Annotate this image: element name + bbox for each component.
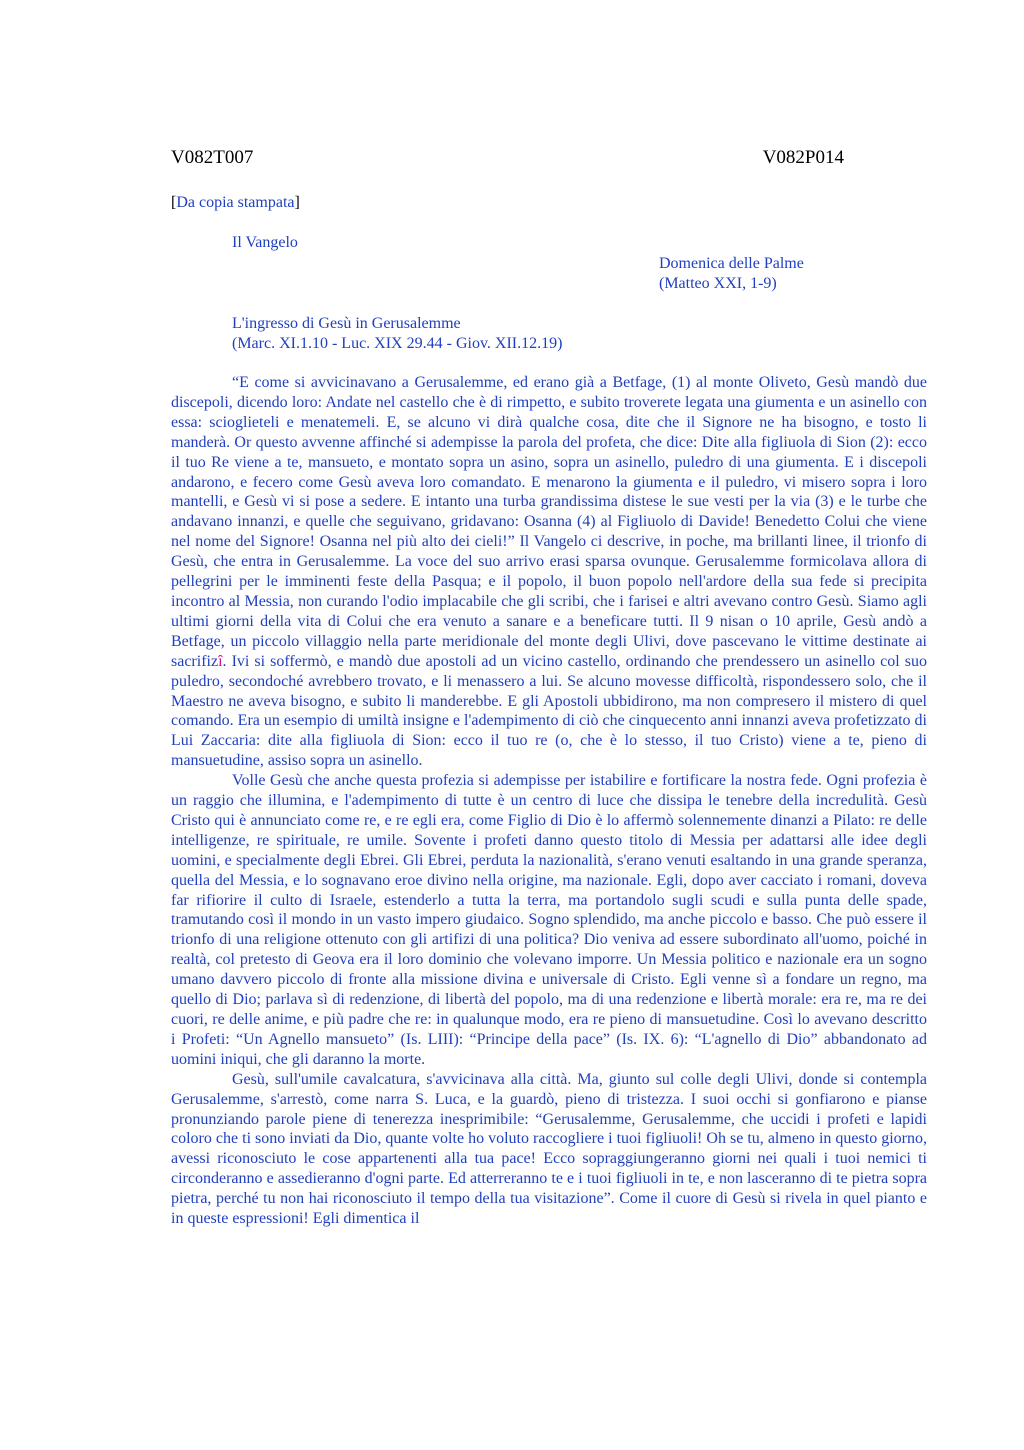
highlight-mark: î	[218, 652, 223, 670]
document-page	[171, 0, 927, 1450]
occasion-reference: (Matteo XXI, 1-9)	[659, 275, 777, 292]
source-note-open-bracket: [	[171, 194, 177, 211]
source-note	[171, 194, 300, 212]
title-references: (Marc. XI.1.10 - Luc. XIX 29.44 - Giov. XII.12.19)	[232, 335, 563, 352]
paragraph-1-part-b: . Ivi si soffermò, e mandò due apostoli ad un vicino castello, ordinando che prendessero un asinello col suo puledro, secondoché avrebbero trovato, e li menassero a lui. Se alcuno movesse difficoltà, rispondessero solo, che il Maestro ne aveva bisogno, e subito li manderebbe. E gli Apostoli ubbidirono, ma non compresero il mistero di quel comando. Era un esempio di umiltà insigne e l'adempimento di ciò che cinquecento anni innanzi aveva profetizzato di Lui Zaccaria: dite alla figliuola di Sion: ecco il tuo re (o, che è lo stesso, il tuo Cristo) viene a te, pieno di mansuetudine, assiso sopra un asinello.	[171, 652, 927, 770]
body-text	[171, 373, 927, 1229]
paragraph-3: Gesù, sull'umile cavalcatura, s'avvicinava alla città. Ma, giunto sul colle degli Ulivi, donde si contempla Gerusalemme, s'arrestò, come narra S. Luca, e la guardò, pieno di tristezza. I suoi occhi si gonfiarono e pianse pronunziando parole piene di tenerezza inesprimibile: “Gerusalemme, Gerusalemme, che uccidi i profeti e lapidi coloro che ti sono inviati da Dio, quante volte ho voluto raccogliere i tuoi figliuoli! Oh se tu, almeno in questo giorno, avessi riconosciuto le cose appartenenti alla tua pace! Ecco sopraggiungeranno giorni nei quali i tuoi nemici ti circonderanno e assedieranno d'ogni parte. Ed atterreranno te e i tuoi figliuoli in te, e non lasceranno di te pietra sopra pietra, perché tu non hai riconosciuto il tempo della tua visitazione”. Come il cuore di Gesù si rivela in quel pianto e in queste espressioni! Egli dimentica il	[171, 1070, 927, 1228]
source-note-close-bracket: ]	[294, 194, 300, 211]
paragraph-1	[171, 373, 927, 771]
source-note-text: Da copia stampata	[176, 194, 295, 211]
title-block	[232, 314, 562, 354]
document-code-right: V082P014	[762, 147, 844, 168]
page-title: L'ingresso di Gesù in Gerusalemme	[232, 315, 461, 332]
occasion-day: Domenica delle Palme	[659, 255, 804, 272]
document-code-left: V082T007	[171, 147, 254, 168]
paragraph-1-part-a: “E come si avvicinavano a Gerusalemme, ed erano già a Betfage, (1) al monte Oliveto, Gesù mandò due discepoli, dicendo loro: Andate nel castello che è di rimpetto, e subito troverete legata una giumenta e un asinello con essa: scioglieteli e menatemeli. E, se alcuno vi dirà qualche cosa, dite che il Signore ne ha bisogno, e tosto li manderà. Or questo avvenne affinché si adempisse la parola del profeta, che dice: Dite alla figliuola di Sion (2): ecco il tuo Re viene a te, mansueto, e montato sopra un asino, sopra un asinello, puledro di una giumenta. E i discepoli andarono, e fecero come Gesù aveva loro comandato. E menarono la giumenta e il puledro, vi misero sopra i loro mantelli, e Gesù vi si pose a sedere. E intanto una turba grandissima distese le sue vesti per la via (3) e le turbe che andavano innanzi, e quelle che seguivano, gridavano: Osanna (4) al Figliuolo di Davide! Benedetto Colui che viene nel nome del Signore! Osanna nel più alto dei cieli!” Il Vangelo ci descrive, in poche, ma brillanti linee, il trionfo di Gesù, che entra in Gerusalemme. La voce del suo arrivo erasi sparsa ovunque. Gerusalemme formicolava allora di pellegrini per le imminenti feste della Pasqua; e il popolo, il buon popolo nell'ardore della sua fede si precipita incontro al Messia, non curando l'odio implacabile che gli scribi, che i farisei e altri avevano contro Gesù. Siamo agli ultimi giorni della vita di Colui che era venuto a sanare e a beneficare tutti. Il 9 nisan o 10 aprile, Gesù andò a Betfage, un piccolo villaggio nella parte meridionale del monte degli Ulivi, dove pascevano le vittime destinate ai sacrifiz	[171, 374, 927, 670]
section-label: Il Vangelo	[232, 234, 298, 251]
occasion-block	[659, 254, 804, 294]
paragraph-2: Volle Gesù che anche questa profezia si adempisse per istabilire e fortificare la nostra fede. Ogni profezia è un raggio che illumina, e l'adempimento di tutte è un centro di luce che dissipa le tenebre della incredulità. Gesù Cristo qui è annunciato come re, e re egli era, come Figlio di Dio è lo affermò solennemente dinanzi a Pilato: re delle intelligenze, re spirituale, re umile. Sovente i profeti danno questo titolo di Messia per adattarsi alle idee degli uomini, e specialmente degli Ebrei. Gli Ebrei, perduta la nazionalità, s'erano venuti esaltando in una grande speranza, quella del Messia, e lo sognavano eroe divino nella origine, ma nazionale. Egli, dopo aver cacciato i romani, doveva far rifiorire il culto di Israele, estenderlo a tutta la terra, ma portandolo sugli scudi e sulla punta delle spade, tramutando così il mondo in un vasto impero giudaico. Sogno splendido, ma anche piccolo e basso. Che può essere il trionfo di una religione ottenuto con gli artifizi di una politica? Dio veniva ad essere subordinato all'uomo, poiché in realtà, col pretesto di Geova era il loro dominio che volevano imporre. Un Messia politico e nazionale era un sogno umano davvero piccolo di fronte alla missione divina e universale di Cristo. Egli venne sì a fondare un regno, ma quello di Dio; parlava sì di redenzione, di libertà del popolo, ma di una redenzione e libertà morale: era re, ma re dei cuori, re delle anime, e più padre che re: in qualunque modo, era re pieno di mansuetudine. Così lo avevano descritto i Profeti: “Un Agnello mansueto” (Is. LIII): “Principe della pace” (Is. IX. 6): “L'agnello di Dio” abbandonato ad uomini iniqui, che gli daranno la morte.	[171, 772, 927, 1068]
